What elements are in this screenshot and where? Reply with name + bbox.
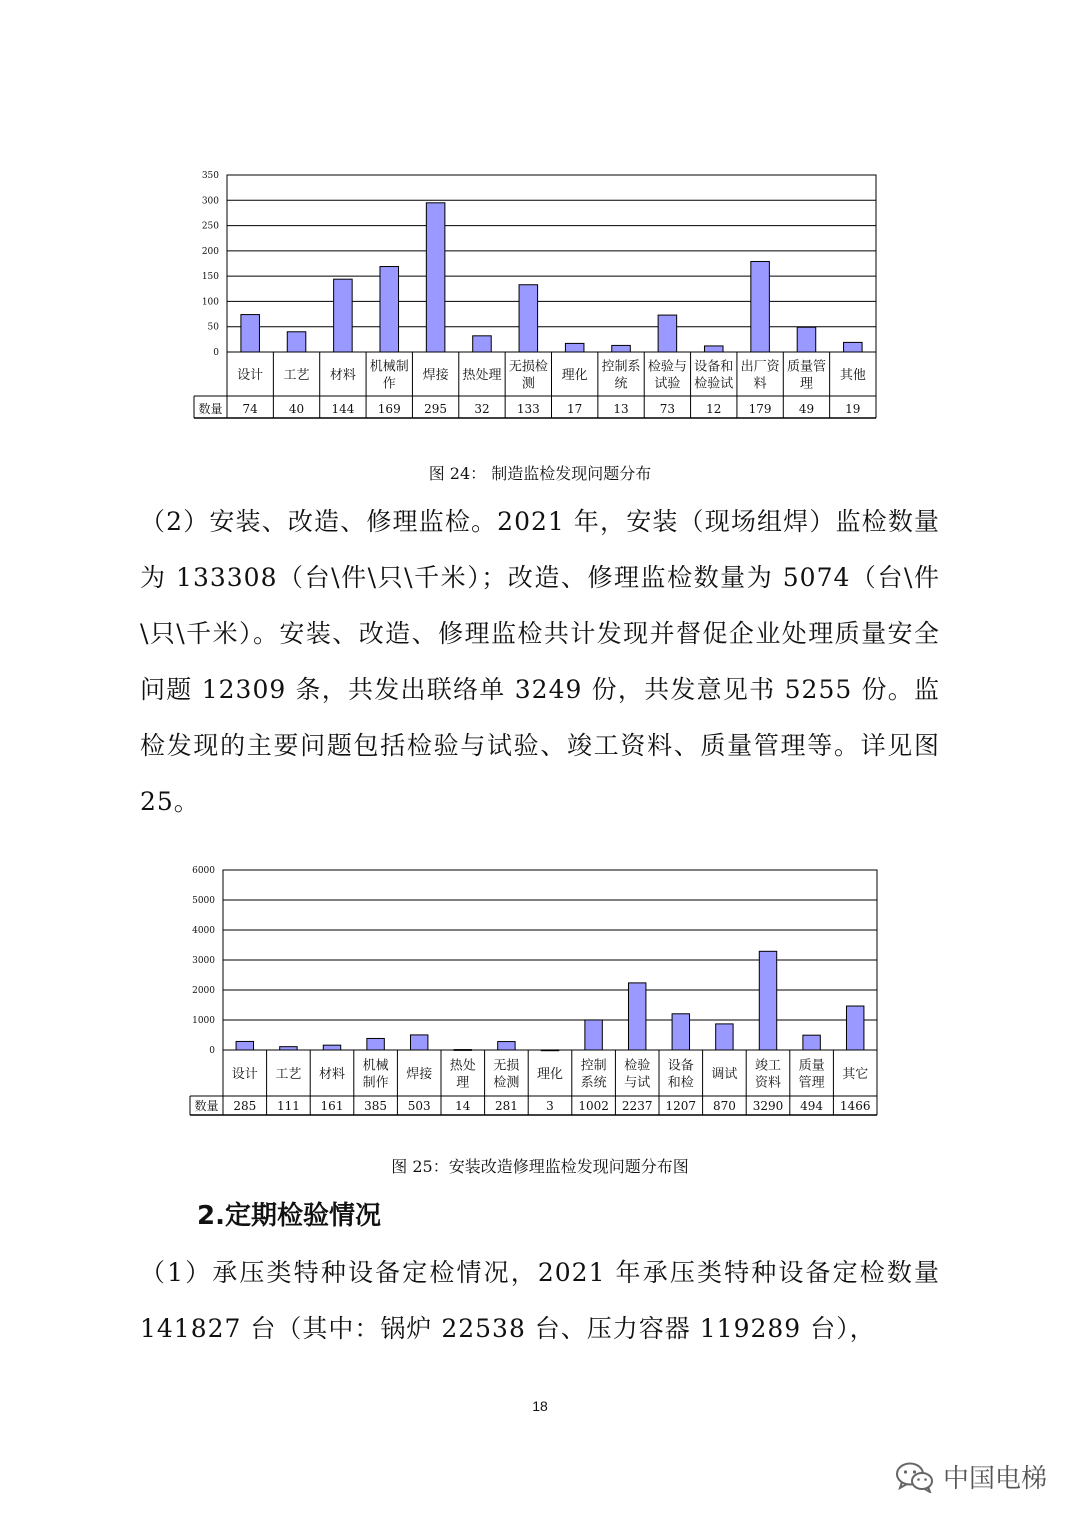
category-label: 统 (614, 376, 628, 392)
y-tick-label: 0 (209, 1046, 215, 1056)
bar (323, 1045, 340, 1050)
y-tick-label: 100 (201, 297, 219, 308)
data-label: 19 (845, 402, 861, 416)
data-label: 1207 (665, 1099, 697, 1113)
data-label: 111 (276, 1099, 300, 1113)
page-number: 18 (532, 1398, 548, 1414)
data-label: 295 (424, 402, 448, 416)
bar (454, 1050, 471, 1051)
bar (704, 346, 723, 352)
bar (380, 267, 399, 352)
bar (797, 327, 816, 352)
table-row-label: 数量 (198, 402, 223, 416)
bar (236, 1041, 253, 1050)
category-label: 质量管 (786, 359, 826, 375)
data-label: 281 (494, 1099, 518, 1113)
category-label: 试验 (654, 376, 681, 392)
bar (759, 951, 776, 1050)
data-label: 169 (377, 402, 401, 416)
category-label: 焊接 (422, 368, 449, 383)
category-label: 机械制 (369, 359, 409, 375)
category-label: 设备 (667, 1058, 694, 1074)
category-label: 检验 (624, 1058, 651, 1074)
paragraph-installation-inspection: （2）安装、改造、修理监检。2021 年，安装（现场组焊）监检数量为 133308（台\件\只\千米）；改造、修理监检数量为 5074（台\件\只\千米）。安装、改造、修理监检共计发现并督促企业处理质量安全问题 12309 条，共发出联络单 3249 份，共发意见书 5255 份。监检发现的主要问题包括检验与试验、竣工资料、质量管理等。详见图 25。 (140, 507, 940, 816)
bar (628, 983, 645, 1050)
bar (672, 1014, 689, 1050)
bar (541, 1050, 558, 1051)
bar (844, 342, 863, 352)
data-label: 285 (233, 1099, 257, 1113)
category-label: 理 (799, 376, 813, 392)
y-tick-label: 4000 (192, 926, 215, 936)
data-label: 3290 (752, 1099, 784, 1113)
category-label: 控制 (580, 1058, 607, 1074)
data-label: 494 (800, 1099, 824, 1113)
category-label: 无损检 (508, 359, 548, 375)
data-label: 32 (474, 402, 490, 416)
bar (751, 261, 770, 352)
data-label: 503 (407, 1099, 431, 1113)
data-label: 17 (567, 402, 583, 416)
category-label: 检验与 (647, 359, 687, 375)
y-tick-label: 5000 (192, 896, 215, 906)
y-tick-label: 350 (201, 171, 219, 181)
category-label: 理 (456, 1075, 470, 1091)
bar (716, 1024, 733, 1050)
category-label: 制作 (362, 1075, 389, 1091)
data-label: 14 (455, 1099, 471, 1113)
category-label: 工艺 (283, 368, 310, 383)
category-label: 设计 (231, 1067, 258, 1082)
watermark-text: 中国电梯 (943, 1464, 1048, 1494)
category-label: 和检 (667, 1075, 694, 1091)
data-label: 40 (288, 402, 305, 416)
data-label: 133 (516, 402, 540, 416)
category-label: 热处理 (462, 368, 502, 383)
section-heading: 2.定期检验情况 (197, 1201, 381, 1231)
data-label: 73 (659, 402, 676, 416)
data-label: 179 (748, 402, 772, 416)
y-tick-label: 50 (207, 322, 219, 333)
bar (367, 1038, 384, 1050)
paragraph-periodic-inspection: （1）承压类特种设备定检情况，2021 年承压类特种设备定检数量 141827 台（其中：锅炉 22538 台、压力容器 119289 台）， (140, 1258, 940, 1343)
category-label: 检验试 (694, 376, 734, 392)
data-label: 1466 (839, 1099, 871, 1113)
category-label: 资料 (754, 1075, 782, 1091)
watermark (895, 1458, 1047, 1495)
category-label: 工艺 (275, 1067, 302, 1082)
y-tick-label: 2000 (192, 986, 215, 996)
bar (658, 315, 677, 352)
category-label: 设计 (237, 368, 264, 383)
bar (287, 332, 306, 352)
category-label: 调试 (711, 1067, 738, 1082)
category-label: 管理 (798, 1075, 825, 1091)
data-label: 144 (331, 402, 355, 416)
category-label: 料 (753, 376, 767, 392)
category-label: 无损 (493, 1058, 520, 1074)
category-label: 理化 (536, 1067, 564, 1082)
bar (585, 1020, 602, 1050)
y-tick-label: 6000 (192, 866, 215, 876)
bar (473, 336, 492, 352)
data-label: 49 (798, 402, 815, 416)
data-label: 2237 (621, 1099, 653, 1113)
y-tick-label: 250 (201, 221, 219, 232)
data-label: 385 (364, 1099, 388, 1113)
bar (565, 343, 584, 352)
category-label: 系统 (580, 1075, 607, 1091)
category-label: 出厂资 (740, 359, 780, 375)
category-label: 其他 (839, 368, 866, 383)
data-label: 12 (706, 402, 722, 416)
y-tick-label: 150 (201, 272, 219, 283)
category-label: 其它 (842, 1067, 869, 1082)
data-label: 13 (613, 402, 629, 416)
category-label: 控制系 (601, 359, 641, 375)
bar (803, 1035, 820, 1050)
wechat-icon (895, 1461, 935, 1493)
figure-24-caption: 图 24： 制造监检发现问题分布 (428, 464, 652, 483)
data-label: 870 (712, 1099, 736, 1113)
category-label: 作 (382, 376, 396, 392)
bar (280, 1047, 297, 1050)
bar (498, 1042, 515, 1050)
data-label: 161 (320, 1099, 344, 1113)
chart-2 (190, 866, 877, 1115)
category-label: 理化 (561, 368, 588, 383)
y-tick-label: 0 (213, 348, 219, 358)
y-tick-label: 200 (201, 246, 219, 257)
bar (846, 1006, 863, 1050)
y-tick-label: 300 (201, 196, 219, 207)
category-label: 测 (521, 376, 535, 392)
bar (334, 279, 353, 352)
y-tick-label: 3000 (192, 956, 215, 966)
category-label: 检测 (493, 1075, 520, 1091)
plot-area (227, 175, 876, 352)
category-label: 材料 (318, 1067, 346, 1082)
bar (519, 285, 538, 352)
category-label: 热处 (449, 1058, 476, 1074)
y-tick-label: 1000 (192, 1016, 215, 1026)
category-label: 与试 (624, 1075, 651, 1091)
category-label: 焊接 (406, 1067, 433, 1082)
data-label: 74 (242, 402, 258, 416)
category-label: 机械 (362, 1058, 389, 1074)
bar (612, 345, 631, 352)
table-row-label: 数量 (194, 1099, 219, 1113)
bar (241, 315, 260, 352)
data-label: 3 (546, 1099, 554, 1113)
chart-1 (194, 171, 876, 418)
category-label: 竣工 (754, 1058, 782, 1074)
bar (410, 1035, 427, 1050)
data-label: 1002 (578, 1099, 609, 1113)
category-label: 设备和 (694, 359, 734, 375)
bar (426, 203, 445, 352)
category-label: 质量 (798, 1058, 825, 1074)
figure-25-caption: 图 25：安装改造修理监检发现问题分布图 (391, 1157, 689, 1176)
category-label: 材料 (329, 368, 356, 383)
